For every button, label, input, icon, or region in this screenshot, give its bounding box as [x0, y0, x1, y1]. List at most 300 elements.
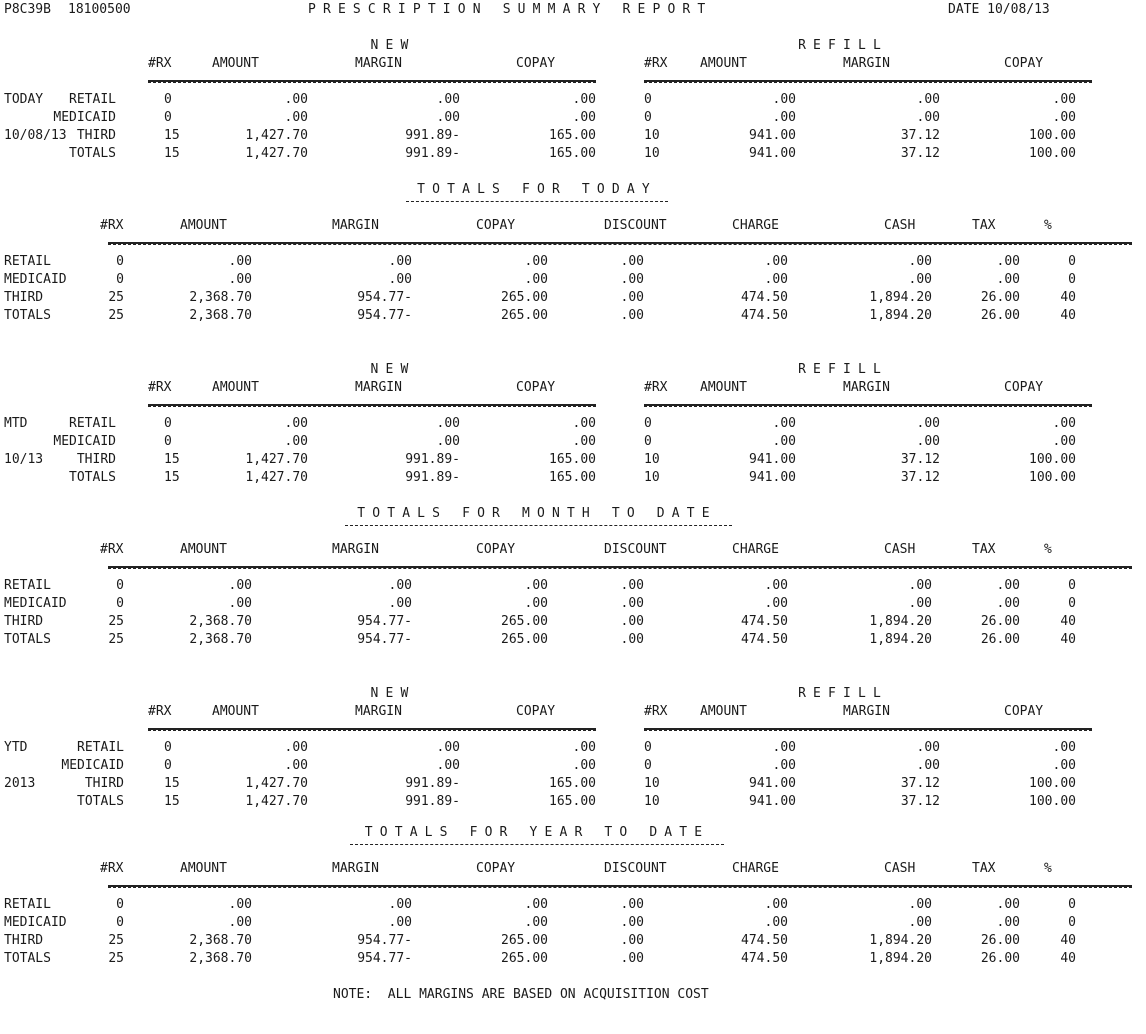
totals-row-label: RETAIL [4, 578, 51, 593]
refill-rx-value: 0 [644, 416, 652, 431]
refill-banner: REFILL [798, 362, 888, 377]
totals-cash-value: 1,894.20 [869, 614, 932, 629]
totals-margin-value: .00 [388, 578, 412, 593]
totals-pct-value: 0 [1068, 915, 1076, 930]
new-margin-value: 991.89- [405, 128, 460, 143]
refill-col-amount: AMOUNT [700, 56, 747, 71]
refill-margin-value: .00 [916, 92, 940, 107]
row-label: THIRD [76, 452, 116, 467]
refill-copay-value: .00 [1052, 110, 1076, 125]
new-rx-value: 15 [164, 794, 180, 809]
totals-row-label: TOTALS [4, 632, 51, 647]
refill-margin-value: .00 [916, 758, 940, 773]
period-label: TODAY [4, 92, 44, 107]
new-col-margin: MARGIN [355, 380, 402, 395]
totals-col-rx: #RX [100, 542, 124, 557]
new-copay-value: 165.00 [549, 452, 596, 467]
totals-rx-value: 25 [108, 614, 124, 629]
row-label: THIRD [76, 128, 116, 143]
refill-col-margin: MARGIN [843, 56, 890, 71]
totals-rx-value: 0 [116, 915, 124, 930]
refill-margin-value: 37.12 [900, 794, 940, 809]
new-margin-value: .00 [436, 758, 460, 773]
totals-amount-value: 2,368.70 [189, 614, 252, 629]
store-id: 18100500 [68, 2, 131, 17]
totals-rx-value: 25 [108, 308, 124, 323]
totals-charge-value: .00 [764, 272, 788, 287]
totals-col-charge: CHARGE [732, 218, 779, 233]
refill-amount-value: .00 [772, 416, 796, 431]
totals-title-underline [350, 844, 724, 845]
refill-header-rule [644, 728, 1092, 730]
totals-cash-value: .00 [908, 897, 932, 912]
totals-col-copay: COPAY [476, 861, 516, 876]
refill-banner: REFILL [798, 686, 888, 701]
new-amount-value: 1,427.70 [245, 470, 308, 485]
totals-charge-value: .00 [764, 254, 788, 269]
refill-rx-value: 10 [644, 794, 660, 809]
refill-copay-value: .00 [1052, 740, 1076, 755]
new-col-copay: COPAY [516, 380, 556, 395]
refill-copay-value: 100.00 [1029, 128, 1076, 143]
new-rx-value: 0 [164, 416, 172, 431]
refill-col-copay: COPAY [1004, 380, 1044, 395]
totals-tax-value: .00 [996, 254, 1020, 269]
totals-tax-value: .00 [996, 915, 1020, 930]
totals-copay-value: 265.00 [501, 290, 548, 305]
totals-tax-value: .00 [996, 596, 1020, 611]
new-amount-value: 1,427.70 [245, 452, 308, 467]
refill-amount-value: .00 [772, 434, 796, 449]
row-label: RETAIL [69, 416, 116, 431]
refill-amount-value: 941.00 [749, 470, 796, 485]
totals-col-discount: DISCOUNT [604, 542, 667, 557]
footer-note: NOTE: ALL MARGINS ARE BASED ON ACQUISITION COST [333, 987, 709, 1002]
totals-pct-value: 0 [1068, 578, 1076, 593]
totals-tax-value: 26.00 [980, 290, 1020, 305]
totals-tax-value: 26.00 [980, 308, 1020, 323]
new-copay-value: 165.00 [549, 146, 596, 161]
refill-margin-value: 37.12 [900, 470, 940, 485]
totals-copay-value: 265.00 [501, 308, 548, 323]
refill-amount-value: 941.00 [749, 452, 796, 467]
totals-copay-value: .00 [524, 272, 548, 287]
refill-header-rule [644, 80, 1092, 82]
refill-copay-value: 100.00 [1029, 146, 1076, 161]
totals-rx-value: 25 [108, 951, 124, 966]
refill-col-copay: COPAY [1004, 56, 1044, 71]
totals-rx-value: 0 [116, 897, 124, 912]
new-margin-value: .00 [436, 110, 460, 125]
new-banner: NEW [370, 362, 416, 377]
new-rx-value: 15 [164, 470, 180, 485]
new-col-amount: AMOUNT [212, 704, 259, 719]
totals-rx-value: 25 [108, 632, 124, 647]
refill-amount-value: 941.00 [749, 776, 796, 791]
new-copay-value: 165.00 [549, 794, 596, 809]
totals-tax-value: .00 [996, 578, 1020, 593]
totals-charge-value: 474.50 [741, 308, 788, 323]
refill-rx-value: 10 [644, 146, 660, 161]
totals-discount-value: .00 [620, 254, 644, 269]
totals-row-label: MEDICAID [4, 915, 67, 930]
totals-row-label: TOTALS [4, 308, 51, 323]
totals-copay-value: .00 [524, 254, 548, 269]
refill-rx-value: 0 [644, 758, 652, 773]
new-amount-value: .00 [284, 92, 308, 107]
new-amount-value: .00 [284, 416, 308, 431]
totals-cash-value: .00 [908, 915, 932, 930]
totals-pct-value: 40 [1060, 290, 1076, 305]
period-sub: 10/13 [4, 452, 44, 467]
totals-amount-value: 2,368.70 [189, 632, 252, 647]
totals-col-discount: DISCOUNT [604, 861, 667, 876]
refill-copay-value: 100.00 [1029, 452, 1076, 467]
totals-col-margin: MARGIN [332, 218, 379, 233]
totals-tax-value: 26.00 [980, 951, 1020, 966]
totals-title-underline [345, 525, 732, 526]
totals-col-charge: CHARGE [732, 542, 779, 557]
new-col-rx: #RX [148, 380, 172, 395]
new-copay-value: .00 [572, 110, 596, 125]
refill-col-copay: COPAY [1004, 704, 1044, 719]
refill-copay-value: .00 [1052, 92, 1076, 107]
totals-cash-value: .00 [908, 578, 932, 593]
totals-title: TOTALS FOR MONTH TO DATE [357, 506, 717, 521]
totals-copay-value: 265.00 [501, 933, 548, 948]
totals-amount-value: .00 [228, 254, 252, 269]
refill-amount-value: 941.00 [749, 146, 796, 161]
totals-cash-value: 1,894.20 [869, 951, 932, 966]
totals-cash-value: 1,894.20 [869, 632, 932, 647]
totals-charge-value: 474.50 [741, 933, 788, 948]
new-amount-value: .00 [284, 740, 308, 755]
totals-discount-value: .00 [620, 614, 644, 629]
refill-amount-value: 941.00 [749, 128, 796, 143]
totals-discount-value: .00 [620, 915, 644, 930]
refill-col-amount: AMOUNT [700, 704, 747, 719]
totals-discount-value: .00 [620, 272, 644, 287]
new-margin-value: 991.89- [405, 470, 460, 485]
totals-pct-value: 0 [1068, 897, 1076, 912]
totals-row-label: THIRD [4, 933, 44, 948]
totals-col-cash: CASH [884, 861, 916, 876]
totals-rx-value: 25 [108, 933, 124, 948]
totals-pct-value: 40 [1060, 933, 1076, 948]
totals-row-label: TOTALS [4, 951, 51, 966]
new-amount-value: 1,427.70 [245, 146, 308, 161]
totals-cash-value: 1,894.20 [869, 308, 932, 323]
totals-pct-value: 40 [1060, 632, 1076, 647]
refill-copay-value: 100.00 [1029, 794, 1076, 809]
totals-col-tax: TAX [972, 542, 996, 557]
totals-discount-value: .00 [620, 578, 644, 593]
new-margin-value: .00 [436, 740, 460, 755]
new-banner: NEW [370, 686, 416, 701]
totals-pct-value: 0 [1068, 596, 1076, 611]
totals-col-amount: AMOUNT [180, 218, 227, 233]
row-label: MEDICAID [53, 110, 116, 125]
new-copay-value: .00 [572, 740, 596, 755]
totals-amount-value: .00 [228, 897, 252, 912]
totals-discount-value: .00 [620, 951, 644, 966]
totals-col-tax: TAX [972, 861, 996, 876]
new-col-copay: COPAY [516, 56, 556, 71]
totals-margin-value: .00 [388, 915, 412, 930]
report-title: PRESCRIPTION SUMMARY REPORT [308, 2, 713, 17]
new-header-rule [148, 404, 596, 406]
totals-col-amount: AMOUNT [180, 861, 227, 876]
totals-row-label: RETAIL [4, 254, 51, 269]
new-header-rule [148, 80, 596, 82]
refill-copay-value: .00 [1052, 416, 1076, 431]
totals-pct-value: 40 [1060, 308, 1076, 323]
totals-margin-value: 954.77- [357, 632, 412, 647]
refill-copay-value: .00 [1052, 434, 1076, 449]
refill-col-rx: #RX [644, 704, 668, 719]
totals-row-label: RETAIL [4, 897, 51, 912]
refill-amount-value: .00 [772, 758, 796, 773]
totals-tax-value: .00 [996, 272, 1020, 287]
row-label: MEDICAID [61, 758, 124, 773]
totals-col-copay: COPAY [476, 218, 516, 233]
refill-margin-value: .00 [916, 740, 940, 755]
totals-copay-value: .00 [524, 915, 548, 930]
totals-charge-value: .00 [764, 578, 788, 593]
new-col-margin: MARGIN [355, 56, 402, 71]
totals-copay-value: 265.00 [501, 614, 548, 629]
refill-rx-value: 10 [644, 128, 660, 143]
refill-col-margin: MARGIN [843, 380, 890, 395]
new-margin-value: .00 [436, 434, 460, 449]
totals-discount-value: .00 [620, 290, 644, 305]
new-col-margin: MARGIN [355, 704, 402, 719]
new-copay-value: 165.00 [549, 128, 596, 143]
totals-amount-value: .00 [228, 596, 252, 611]
period-sub: 2013 [4, 776, 36, 791]
new-rx-value: 0 [164, 110, 172, 125]
totals-amount-value: 2,368.70 [189, 951, 252, 966]
totals-col-rx: #RX [100, 218, 124, 233]
totals-margin-value: 954.77- [357, 933, 412, 948]
totals-copay-value: 265.00 [501, 632, 548, 647]
report-date: DATE 10/08/13 [948, 2, 1050, 17]
new-copay-value: .00 [572, 416, 596, 431]
new-margin-value: 991.89- [405, 794, 460, 809]
totals-copay-value: .00 [524, 596, 548, 611]
refill-margin-value: .00 [916, 416, 940, 431]
refill-margin-value: .00 [916, 434, 940, 449]
totals-margin-value: 954.77- [357, 614, 412, 629]
totals-discount-value: .00 [620, 897, 644, 912]
new-col-rx: #RX [148, 704, 172, 719]
totals-title: TOTALS FOR TODAY [417, 182, 657, 197]
new-col-amount: AMOUNT [212, 380, 259, 395]
new-margin-value: .00 [436, 416, 460, 431]
refill-rx-value: 0 [644, 92, 652, 107]
totals-margin-value: 954.77- [357, 308, 412, 323]
totals-cash-value: .00 [908, 596, 932, 611]
new-amount-value: .00 [284, 434, 308, 449]
totals-margin-value: .00 [388, 897, 412, 912]
totals-amount-value: .00 [228, 915, 252, 930]
refill-copay-value: 100.00 [1029, 470, 1076, 485]
totals-discount-value: .00 [620, 596, 644, 611]
refill-margin-value: .00 [916, 110, 940, 125]
totals-row-label: MEDICAID [4, 272, 67, 287]
totals-col-margin: MARGIN [332, 542, 379, 557]
totals-cash-value: .00 [908, 272, 932, 287]
totals-header-rule [108, 242, 1132, 244]
refill-margin-value: 37.12 [900, 128, 940, 143]
totals-cash-value: 1,894.20 [869, 933, 932, 948]
totals-col-pct: % [1044, 542, 1052, 557]
totals-header-rule [108, 885, 1132, 887]
totals-tax-value: 26.00 [980, 614, 1020, 629]
totals-col-pct: % [1044, 218, 1052, 233]
totals-rx-value: 0 [116, 596, 124, 611]
totals-col-charge: CHARGE [732, 861, 779, 876]
new-copay-value: .00 [572, 758, 596, 773]
totals-charge-value: 474.50 [741, 290, 788, 305]
new-copay-value: 165.00 [549, 776, 596, 791]
new-copay-value: .00 [572, 434, 596, 449]
new-rx-value: 15 [164, 776, 180, 791]
refill-amount-value: .00 [772, 740, 796, 755]
totals-rx-value: 0 [116, 254, 124, 269]
new-rx-value: 15 [164, 128, 180, 143]
totals-discount-value: .00 [620, 632, 644, 647]
period-label: YTD [4, 740, 28, 755]
totals-tax-value: .00 [996, 897, 1020, 912]
refill-rx-value: 0 [644, 110, 652, 125]
row-label: RETAIL [77, 740, 124, 755]
new-rx-value: 0 [164, 434, 172, 449]
totals-rx-value: 25 [108, 290, 124, 305]
totals-charge-value: 474.50 [741, 632, 788, 647]
totals-amount-value: 2,368.70 [189, 308, 252, 323]
new-col-rx: #RX [148, 56, 172, 71]
period-label: MTD [4, 416, 28, 431]
new-rx-value: 0 [164, 740, 172, 755]
totals-header-rule [108, 566, 1132, 568]
refill-margin-value: 37.12 [900, 146, 940, 161]
totals-margin-value: 954.77- [357, 951, 412, 966]
totals-charge-value: .00 [764, 915, 788, 930]
refill-header-rule [644, 404, 1092, 406]
totals-charge-value: 474.50 [741, 951, 788, 966]
totals-copay-value: .00 [524, 897, 548, 912]
period-sub: 10/08/13 [4, 128, 67, 143]
totals-col-cash: CASH [884, 542, 916, 557]
totals-cash-value: .00 [908, 254, 932, 269]
refill-amount-value: .00 [772, 92, 796, 107]
row-label: RETAIL [69, 92, 116, 107]
new-amount-value: 1,427.70 [245, 794, 308, 809]
totals-row-label: MEDICAID [4, 596, 67, 611]
new-amount-value: 1,427.70 [245, 776, 308, 791]
totals-charge-value: .00 [764, 596, 788, 611]
totals-col-amount: AMOUNT [180, 542, 227, 557]
totals-discount-value: .00 [620, 308, 644, 323]
totals-pct-value: 40 [1060, 951, 1076, 966]
totals-tax-value: 26.00 [980, 933, 1020, 948]
totals-col-margin: MARGIN [332, 861, 379, 876]
totals-amount-value: .00 [228, 578, 252, 593]
new-header-rule [148, 728, 596, 730]
refill-col-amount: AMOUNT [700, 380, 747, 395]
new-rx-value: 0 [164, 92, 172, 107]
totals-rx-value: 0 [116, 578, 124, 593]
row-label: TOTALS [77, 794, 124, 809]
totals-col-tax: TAX [972, 218, 996, 233]
refill-margin-value: 37.12 [900, 452, 940, 467]
totals-discount-value: .00 [620, 933, 644, 948]
totals-amount-value: 2,368.70 [189, 290, 252, 305]
new-banner: NEW [370, 38, 416, 53]
totals-amount-value: 2,368.70 [189, 933, 252, 948]
new-margin-value: 991.89- [405, 776, 460, 791]
new-margin-value: .00 [436, 92, 460, 107]
refill-amount-value: .00 [772, 110, 796, 125]
new-copay-value: .00 [572, 92, 596, 107]
refill-margin-value: 37.12 [900, 776, 940, 791]
totals-copay-value: .00 [524, 578, 548, 593]
totals-tax-value: 26.00 [980, 632, 1020, 647]
totals-row-label: THIRD [4, 290, 44, 305]
refill-rx-value: 10 [644, 776, 660, 791]
refill-rx-value: 10 [644, 470, 660, 485]
refill-rx-value: 10 [644, 452, 660, 467]
refill-rx-value: 0 [644, 434, 652, 449]
refill-rx-value: 0 [644, 740, 652, 755]
totals-pct-value: 0 [1068, 254, 1076, 269]
totals-row-label: THIRD [4, 614, 44, 629]
totals-col-discount: DISCOUNT [604, 218, 667, 233]
totals-rx-value: 0 [116, 272, 124, 287]
totals-title-underline [406, 201, 668, 202]
new-rx-value: 15 [164, 452, 180, 467]
totals-cash-value: 1,894.20 [869, 290, 932, 305]
row-label: THIRD [84, 776, 124, 791]
new-col-copay: COPAY [516, 704, 556, 719]
new-rx-value: 0 [164, 758, 172, 773]
totals-col-cash: CASH [884, 218, 916, 233]
totals-pct-value: 0 [1068, 272, 1076, 287]
refill-amount-value: 941.00 [749, 794, 796, 809]
totals-col-pct: % [1044, 861, 1052, 876]
program-id: P8C39B [4, 2, 51, 17]
refill-col-margin: MARGIN [843, 704, 890, 719]
new-margin-value: 991.89- [405, 146, 460, 161]
totals-charge-value: 474.50 [741, 614, 788, 629]
row-label: TOTALS [69, 470, 116, 485]
refill-copay-value: .00 [1052, 758, 1076, 773]
totals-amount-value: .00 [228, 272, 252, 287]
totals-copay-value: 265.00 [501, 951, 548, 966]
new-rx-value: 15 [164, 146, 180, 161]
row-label: TOTALS [69, 146, 116, 161]
refill-col-rx: #RX [644, 56, 668, 71]
totals-margin-value: 954.77- [357, 290, 412, 305]
totals-margin-value: .00 [388, 254, 412, 269]
new-amount-value: .00 [284, 110, 308, 125]
refill-copay-value: 100.00 [1029, 776, 1076, 791]
totals-margin-value: .00 [388, 272, 412, 287]
totals-charge-value: .00 [764, 897, 788, 912]
new-amount-value: 1,427.70 [245, 128, 308, 143]
refill-col-rx: #RX [644, 380, 668, 395]
